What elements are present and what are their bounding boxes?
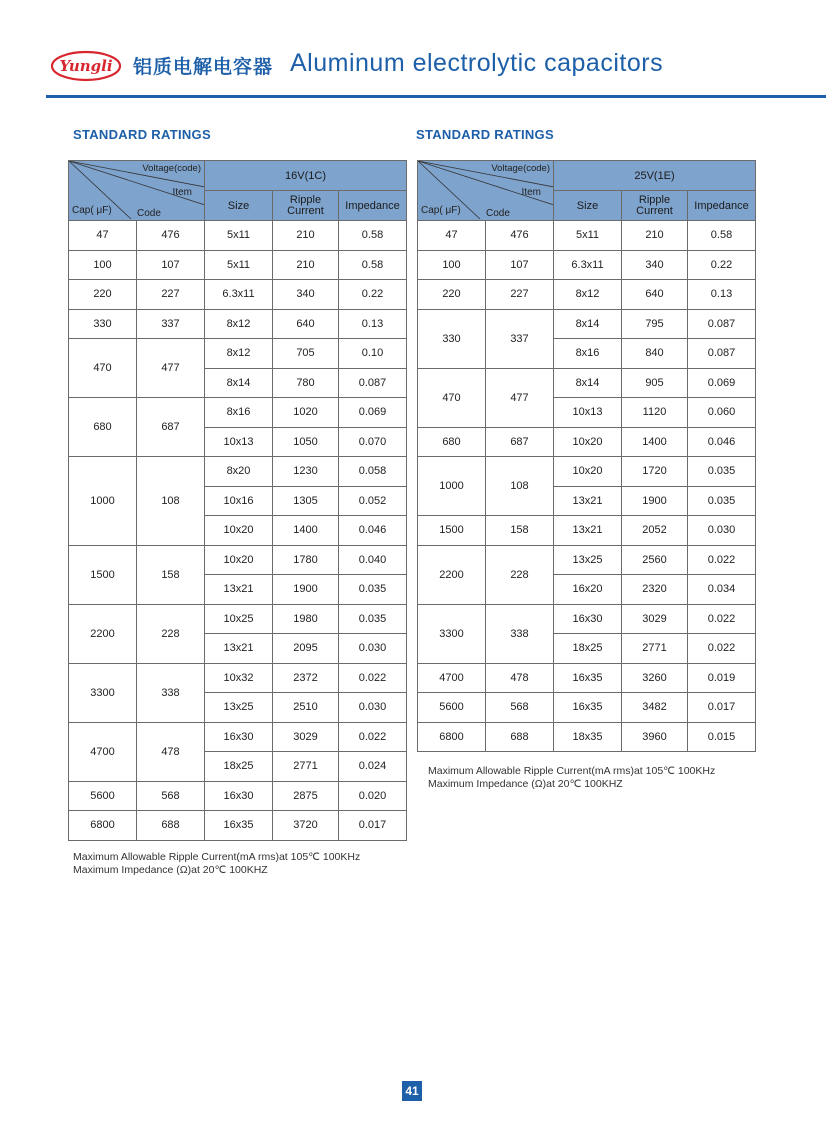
table-row <box>69 722 407 752</box>
code-cell: 476 <box>137 221 205 251</box>
impedance-cell: 0.087 <box>339 368 407 398</box>
code-label: Code <box>486 208 510 219</box>
ripple-current-cell: 1900 <box>622 486 688 516</box>
yungli-logo <box>50 50 122 82</box>
ripple-current-cell: 2052 <box>622 516 688 546</box>
ripple-current-cell: 780 <box>273 368 339 398</box>
ripple-current-cell: 1400 <box>622 427 688 457</box>
impedance-cell: 0.046 <box>688 427 756 457</box>
code-cell: 337 <box>137 309 205 339</box>
code-cell: 477 <box>137 339 205 398</box>
code-cell: 338 <box>137 663 205 722</box>
code-cell: 107 <box>486 250 554 280</box>
ripple-current-cell: 3720 <box>273 811 339 841</box>
ripple-current-cell: 2095 <box>273 634 339 664</box>
code-cell: 568 <box>486 693 554 723</box>
table-row <box>69 309 407 339</box>
voltage-code-label: Voltage(code) <box>142 163 201 174</box>
column-header-impedance: Impedance <box>688 191 756 221</box>
note-ripple: Maximum Allowable Ripple Current(mA rms)at 105℃ 100KHz <box>428 765 716 777</box>
code-cell: 687 <box>486 427 554 457</box>
ripple-current-cell: 1980 <box>273 604 339 634</box>
impedance-cell: 0.035 <box>688 457 756 487</box>
size-cell: 16x20 <box>554 575 622 605</box>
impedance-cell: 0.022 <box>339 722 407 752</box>
column-header-ripple: Ripple Current <box>273 191 339 221</box>
code-cell: 107 <box>137 250 205 280</box>
size-cell: 10x20 <box>205 516 273 546</box>
notes-left <box>73 851 360 877</box>
column-header-ripple: Ripple Current <box>622 191 688 221</box>
size-cell: 10x13 <box>554 398 622 428</box>
voltage-header: 25V(1E) <box>554 161 756 191</box>
size-cell: 16x30 <box>205 722 273 752</box>
size-cell: 10x20 <box>205 545 273 575</box>
ripple-current-cell: 1400 <box>273 516 339 546</box>
impedance-cell: 0.070 <box>339 427 407 457</box>
impedance-cell: 0.035 <box>339 575 407 605</box>
code-cell: 338 <box>486 604 554 663</box>
capacitance-cell: 2200 <box>69 604 137 663</box>
ripple-current-cell: 1230 <box>273 457 339 487</box>
capacitance-cell: 3300 <box>69 663 137 722</box>
table-row <box>418 309 756 339</box>
impedance-cell: 0.022 <box>688 545 756 575</box>
ripple-current-cell: 3029 <box>622 604 688 634</box>
impedance-cell: 0.020 <box>339 781 407 811</box>
note-ripple: Maximum Allowable Ripple Current(mA rms)at 105℃ 100KHz <box>73 851 361 863</box>
ripple-current-cell: 2771 <box>273 752 339 782</box>
ripple-current-cell: 2510 <box>273 693 339 723</box>
title-chinese: 铝质电解电容器 <box>133 56 274 78</box>
ripple-current-cell: 1780 <box>273 545 339 575</box>
ripple-current-cell: 210 <box>622 221 688 251</box>
voltage-code-label: Voltage(code) <box>491 163 550 174</box>
size-cell: 16x30 <box>205 781 273 811</box>
code-cell: 337 <box>486 309 554 368</box>
size-cell: 8x16 <box>554 339 622 369</box>
code-cell: 228 <box>486 545 554 604</box>
capacitance-cell: 47 <box>418 221 486 251</box>
capacitance-cell: 220 <box>418 280 486 310</box>
item-label: Item <box>172 187 192 198</box>
impedance-cell: 0.035 <box>688 486 756 516</box>
impedance-cell: 0.019 <box>688 663 756 693</box>
ripple-current-cell: 1305 <box>273 486 339 516</box>
table-row <box>69 604 407 634</box>
table-row <box>418 427 756 457</box>
capacitance-cell: 1000 <box>418 457 486 516</box>
impedance-cell: 0.058 <box>339 457 407 487</box>
size-cell: 8x12 <box>205 339 273 369</box>
page-header <box>0 0 826 100</box>
capacitance-cell: 330 <box>418 309 486 368</box>
size-cell: 6.3x11 <box>205 280 273 310</box>
code-cell: 688 <box>137 811 205 841</box>
header-divider <box>46 95 826 98</box>
table-row <box>418 457 756 487</box>
size-cell: 8x12 <box>205 309 273 339</box>
impedance-cell: 0.030 <box>339 634 407 664</box>
impedance-cell: 0.015 <box>688 722 756 752</box>
impedance-cell: 0.069 <box>688 368 756 398</box>
size-cell: 18x25 <box>205 752 273 782</box>
size-cell: 5x11 <box>205 250 273 280</box>
size-cell: 10x32 <box>205 663 273 693</box>
code-cell: 688 <box>486 722 554 752</box>
size-cell: 5x11 <box>205 221 273 251</box>
code-cell: 476 <box>486 221 554 251</box>
capacitance-cell: 330 <box>69 309 137 339</box>
size-cell: 10x20 <box>554 457 622 487</box>
size-cell: 8x14 <box>554 309 622 339</box>
item-label: Item <box>521 187 541 198</box>
size-cell: 18x25 <box>554 634 622 664</box>
ripple-current-cell: 3029 <box>273 722 339 752</box>
capacitance-label: Cap( μF) <box>72 205 112 216</box>
size-cell: 16x35 <box>205 811 273 841</box>
code-cell: 687 <box>137 398 205 457</box>
capacitance-cell: 100 <box>418 250 486 280</box>
table-row <box>418 221 756 251</box>
table-body <box>69 221 407 841</box>
capacitance-cell: 1500 <box>418 516 486 546</box>
size-cell: 13x21 <box>205 634 273 664</box>
code-cell: 568 <box>137 781 205 811</box>
note-impedance: Maximum Impedance (Ω)at 20℃ 100KHZ <box>428 778 623 790</box>
code-label: Code <box>137 208 161 219</box>
table-row <box>69 339 407 369</box>
ripple-current-cell: 2372 <box>273 663 339 693</box>
size-cell: 10x16 <box>205 486 273 516</box>
capacitance-cell: 470 <box>418 368 486 427</box>
impedance-cell: 0.022 <box>339 663 407 693</box>
code-cell: 228 <box>137 604 205 663</box>
impedance-cell: 0.087 <box>688 339 756 369</box>
size-cell: 16x30 <box>554 604 622 634</box>
impedance-cell: 0.030 <box>688 516 756 546</box>
ratings-table-16v <box>68 160 407 841</box>
capacitance-label: Cap( μF) <box>421 205 461 216</box>
ripple-current-cell: 640 <box>622 280 688 310</box>
table-row <box>69 781 407 811</box>
size-cell: 13x21 <box>205 575 273 605</box>
code-cell: 227 <box>486 280 554 310</box>
table-row <box>69 280 407 310</box>
note-impedance: Maximum Impedance (Ω)at 20℃ 100KHZ <box>73 864 268 876</box>
ripple-current-cell: 905 <box>622 368 688 398</box>
table-row <box>418 663 756 693</box>
impedance-cell: 0.060 <box>688 398 756 428</box>
ripple-current-cell: 840 <box>622 339 688 369</box>
capacitance-cell: 6800 <box>418 722 486 752</box>
code-cell: 478 <box>486 663 554 693</box>
size-cell: 16x35 <box>554 693 622 723</box>
impedance-cell: 0.13 <box>688 280 756 310</box>
header-diagonal-cell <box>418 161 554 221</box>
impedance-cell: 0.10 <box>339 339 407 369</box>
capacitance-cell: 1500 <box>69 545 137 604</box>
section-title-left: STANDARD RATINGS <box>73 127 211 142</box>
impedance-cell: 0.022 <box>688 604 756 634</box>
size-cell: 18x35 <box>554 722 622 752</box>
ripple-current-cell: 795 <box>622 309 688 339</box>
capacitance-cell: 4700 <box>69 722 137 781</box>
code-cell: 227 <box>137 280 205 310</box>
capacitance-cell: 5600 <box>418 693 486 723</box>
ripple-current-cell: 1120 <box>622 398 688 428</box>
impedance-cell: 0.087 <box>688 309 756 339</box>
ripple-current-cell: 2771 <box>622 634 688 664</box>
capacitance-cell: 3300 <box>418 604 486 663</box>
table-row <box>69 250 407 280</box>
ripple-current-cell: 2320 <box>622 575 688 605</box>
size-cell: 8x20 <box>205 457 273 487</box>
table-row <box>418 693 756 723</box>
ripple-current-cell: 640 <box>273 309 339 339</box>
size-cell: 10x20 <box>554 427 622 457</box>
impedance-cell: 0.58 <box>688 221 756 251</box>
capacitance-cell: 100 <box>69 250 137 280</box>
code-cell: 478 <box>137 722 205 781</box>
size-cell: 8x12 <box>554 280 622 310</box>
table-row <box>418 545 756 575</box>
table-row <box>418 250 756 280</box>
impedance-cell: 0.022 <box>688 634 756 664</box>
impedance-cell: 0.017 <box>339 811 407 841</box>
impedance-cell: 0.034 <box>688 575 756 605</box>
size-cell: 13x21 <box>554 486 622 516</box>
size-cell: 5x11 <box>554 221 622 251</box>
impedance-cell: 0.040 <box>339 545 407 575</box>
table-row <box>418 516 756 546</box>
size-cell: 13x25 <box>554 545 622 575</box>
notes-right <box>428 765 715 791</box>
size-cell: 13x21 <box>554 516 622 546</box>
table-row <box>69 663 407 693</box>
ripple-current-cell: 1020 <box>273 398 339 428</box>
size-cell: 10x25 <box>205 604 273 634</box>
ripple-current-cell: 1900 <box>273 575 339 605</box>
column-header-impedance: Impedance <box>339 191 407 221</box>
size-cell: 6.3x11 <box>554 250 622 280</box>
impedance-cell: 0.58 <box>339 221 407 251</box>
ripple-current-cell: 340 <box>622 250 688 280</box>
size-cell: 8x14 <box>554 368 622 398</box>
section-title-right: STANDARD RATINGS <box>416 127 554 142</box>
table-row <box>69 811 407 841</box>
capacitance-cell: 1000 <box>69 457 137 546</box>
table-row <box>418 280 756 310</box>
ripple-current-cell: 210 <box>273 250 339 280</box>
impedance-cell: 0.13 <box>339 309 407 339</box>
svg-text:Yungli: Yungli <box>59 57 113 75</box>
code-cell: 158 <box>137 545 205 604</box>
table-row <box>69 457 407 487</box>
impedance-cell: 0.58 <box>339 250 407 280</box>
size-cell: 13x25 <box>205 693 273 723</box>
table-body <box>418 221 756 752</box>
ripple-current-cell: 1720 <box>622 457 688 487</box>
ratings-table-25v <box>417 160 756 752</box>
capacitance-cell: 2200 <box>418 545 486 604</box>
ripple-current-cell: 1050 <box>273 427 339 457</box>
code-cell: 477 <box>486 368 554 427</box>
impedance-cell: 0.030 <box>339 693 407 723</box>
table-row <box>418 368 756 398</box>
title-english: Aluminum electrolytic capacitors <box>290 49 664 77</box>
ripple-current-cell: 3260 <box>622 663 688 693</box>
capacitance-cell: 4700 <box>418 663 486 693</box>
capacitance-cell: 470 <box>69 339 137 398</box>
impedance-cell: 0.22 <box>688 250 756 280</box>
impedance-cell: 0.017 <box>688 693 756 723</box>
size-cell: 8x16 <box>205 398 273 428</box>
impedance-cell: 0.035 <box>339 604 407 634</box>
page-number: 41 <box>402 1081 422 1101</box>
table-row <box>69 545 407 575</box>
code-cell: 108 <box>486 457 554 516</box>
table-row <box>69 221 407 251</box>
ripple-current-cell: 210 <box>273 221 339 251</box>
size-cell: 16x35 <box>554 663 622 693</box>
impedance-cell: 0.052 <box>339 486 407 516</box>
table-row <box>418 722 756 752</box>
capacitance-cell: 6800 <box>69 811 137 841</box>
impedance-cell: 0.024 <box>339 752 407 782</box>
ripple-current-cell: 705 <box>273 339 339 369</box>
impedance-cell: 0.046 <box>339 516 407 546</box>
size-cell: 10x13 <box>205 427 273 457</box>
column-header-size: Size <box>554 191 622 221</box>
table-row <box>69 398 407 428</box>
capacitance-cell: 47 <box>69 221 137 251</box>
ripple-current-cell: 2875 <box>273 781 339 811</box>
impedance-cell: 0.22 <box>339 280 407 310</box>
ripple-current-cell: 3960 <box>622 722 688 752</box>
code-cell: 158 <box>486 516 554 546</box>
capacitance-cell: 220 <box>69 280 137 310</box>
ripple-current-cell: 3482 <box>622 693 688 723</box>
capacitance-cell: 5600 <box>69 781 137 811</box>
ripple-current-cell: 340 <box>273 280 339 310</box>
capacitance-cell: 680 <box>418 427 486 457</box>
size-cell: 8x14 <box>205 368 273 398</box>
header-diagonal-cell <box>69 161 205 221</box>
capacitance-cell: 680 <box>69 398 137 457</box>
column-header-size: Size <box>205 191 273 221</box>
voltage-header: 16V(1C) <box>205 161 407 191</box>
ripple-current-cell: 2560 <box>622 545 688 575</box>
code-cell: 108 <box>137 457 205 546</box>
impedance-cell: 0.069 <box>339 398 407 428</box>
table-row <box>418 604 756 634</box>
